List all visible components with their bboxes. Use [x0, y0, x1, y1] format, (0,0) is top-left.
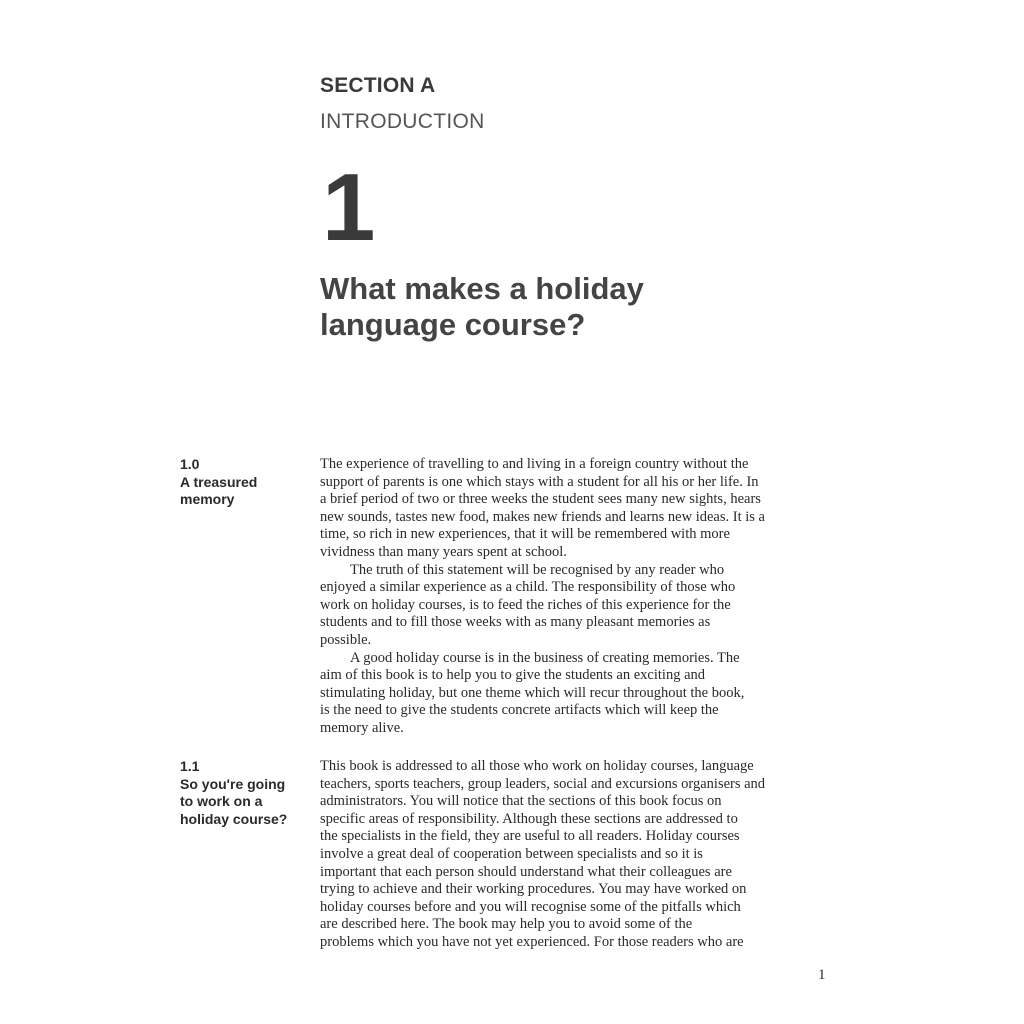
- text-line: A good holiday course is in the business of creating memories. The: [350, 649, 740, 666]
- text-line: The experience of travelling to and living in a foreign country without the: [320, 456, 749, 472]
- section-label: SECTION A: [320, 74, 436, 97]
- section-heading-line: memory: [180, 491, 235, 507]
- text-line: stimulating holiday, but one theme which will recur throughout the book,: [320, 684, 745, 701]
- text-line: administrators. You will notice that the sections of this book focus on: [320, 793, 722, 810]
- text-line: This book is addressed to all those who work on holiday courses, language: [320, 758, 754, 774]
- text-line: involve a great deal of cooperation between specialists and so it is: [320, 845, 703, 862]
- text-line: problems which you have not yet experienced. For those readers who are: [320, 933, 744, 950]
- chapter-title-line: language course?: [320, 307, 586, 342]
- text-line: support of parents is one which stays with a student for all his or her life. In: [320, 473, 759, 490]
- text-line: enjoyed a similar experience as a child. The responsibility of those who: [320, 579, 736, 596]
- text-line: The truth of this statement will be recognised by any reader who: [350, 561, 725, 578]
- text-line: important that each person should understand what their colleagues are: [320, 863, 732, 880]
- paragraph: [320, 562, 850, 650]
- text-line: teachers, sports teachers, group leaders, social and excursions organisers and: [320, 775, 766, 792]
- chapter-number: 1: [322, 154, 376, 261]
- text-line: possible.: [320, 631, 372, 648]
- paragraph: [320, 758, 850, 952]
- text-line: time, so rich in new experiences, that it will be remembered with more: [320, 526, 730, 543]
- text-line: aim of this book is to help you to give the students an exciting and: [320, 667, 706, 684]
- section-number: 1.1: [180, 758, 200, 774]
- section-heading-1-1: [180, 758, 310, 828]
- text-line: the specialists in the field, they are useful to all readers. Holiday courses: [320, 828, 740, 845]
- paragraph: [320, 456, 850, 562]
- chapter-title-line: What makes a holiday: [320, 271, 644, 306]
- text-line: holiday courses before and you will recognise some of the pitfalls which: [320, 898, 741, 915]
- text-line: are described here. The book may help you to avoid some of the: [320, 916, 693, 933]
- section-body-1-0: [320, 456, 850, 738]
- text-line: trying to achieve and their working procedures. You may have worked on: [320, 881, 747, 898]
- section-heading-line: to work on a: [180, 793, 263, 809]
- section-body-1-1: [320, 758, 850, 952]
- section-heading-line: A treasured: [180, 473, 258, 490]
- section-heading-line: holiday course?: [180, 810, 288, 827]
- text-line: a brief period of two or three weeks the student sees many new sights, hears: [320, 491, 761, 508]
- paragraph: [320, 650, 850, 738]
- section-heading-line: So you're going: [180, 775, 286, 792]
- text-line: work on holiday courses, is to feed the riches of this experience for the: [320, 596, 731, 613]
- text-line: students and to fill those weeks with as many pleasant memories as: [320, 614, 711, 631]
- text-line: specific areas of responsibility. Although these sections are addressed to: [320, 810, 738, 827]
- section-heading-1-0: [180, 456, 310, 509]
- text-line: memory alive.: [320, 719, 404, 736]
- page-number: 1: [818, 967, 826, 983]
- section-number: 1.0: [180, 456, 200, 472]
- section-subtitle: INTRODUCTION: [320, 110, 485, 133]
- text-line: new sounds, tastes new food, makes new friends and learns new ideas. It is a: [320, 508, 765, 525]
- text-line: vividness than many years spent at school.: [320, 543, 567, 560]
- chapter-title: [320, 271, 880, 343]
- text-line: is the need to give the students concrete artifacts which will keep the: [320, 702, 719, 719]
